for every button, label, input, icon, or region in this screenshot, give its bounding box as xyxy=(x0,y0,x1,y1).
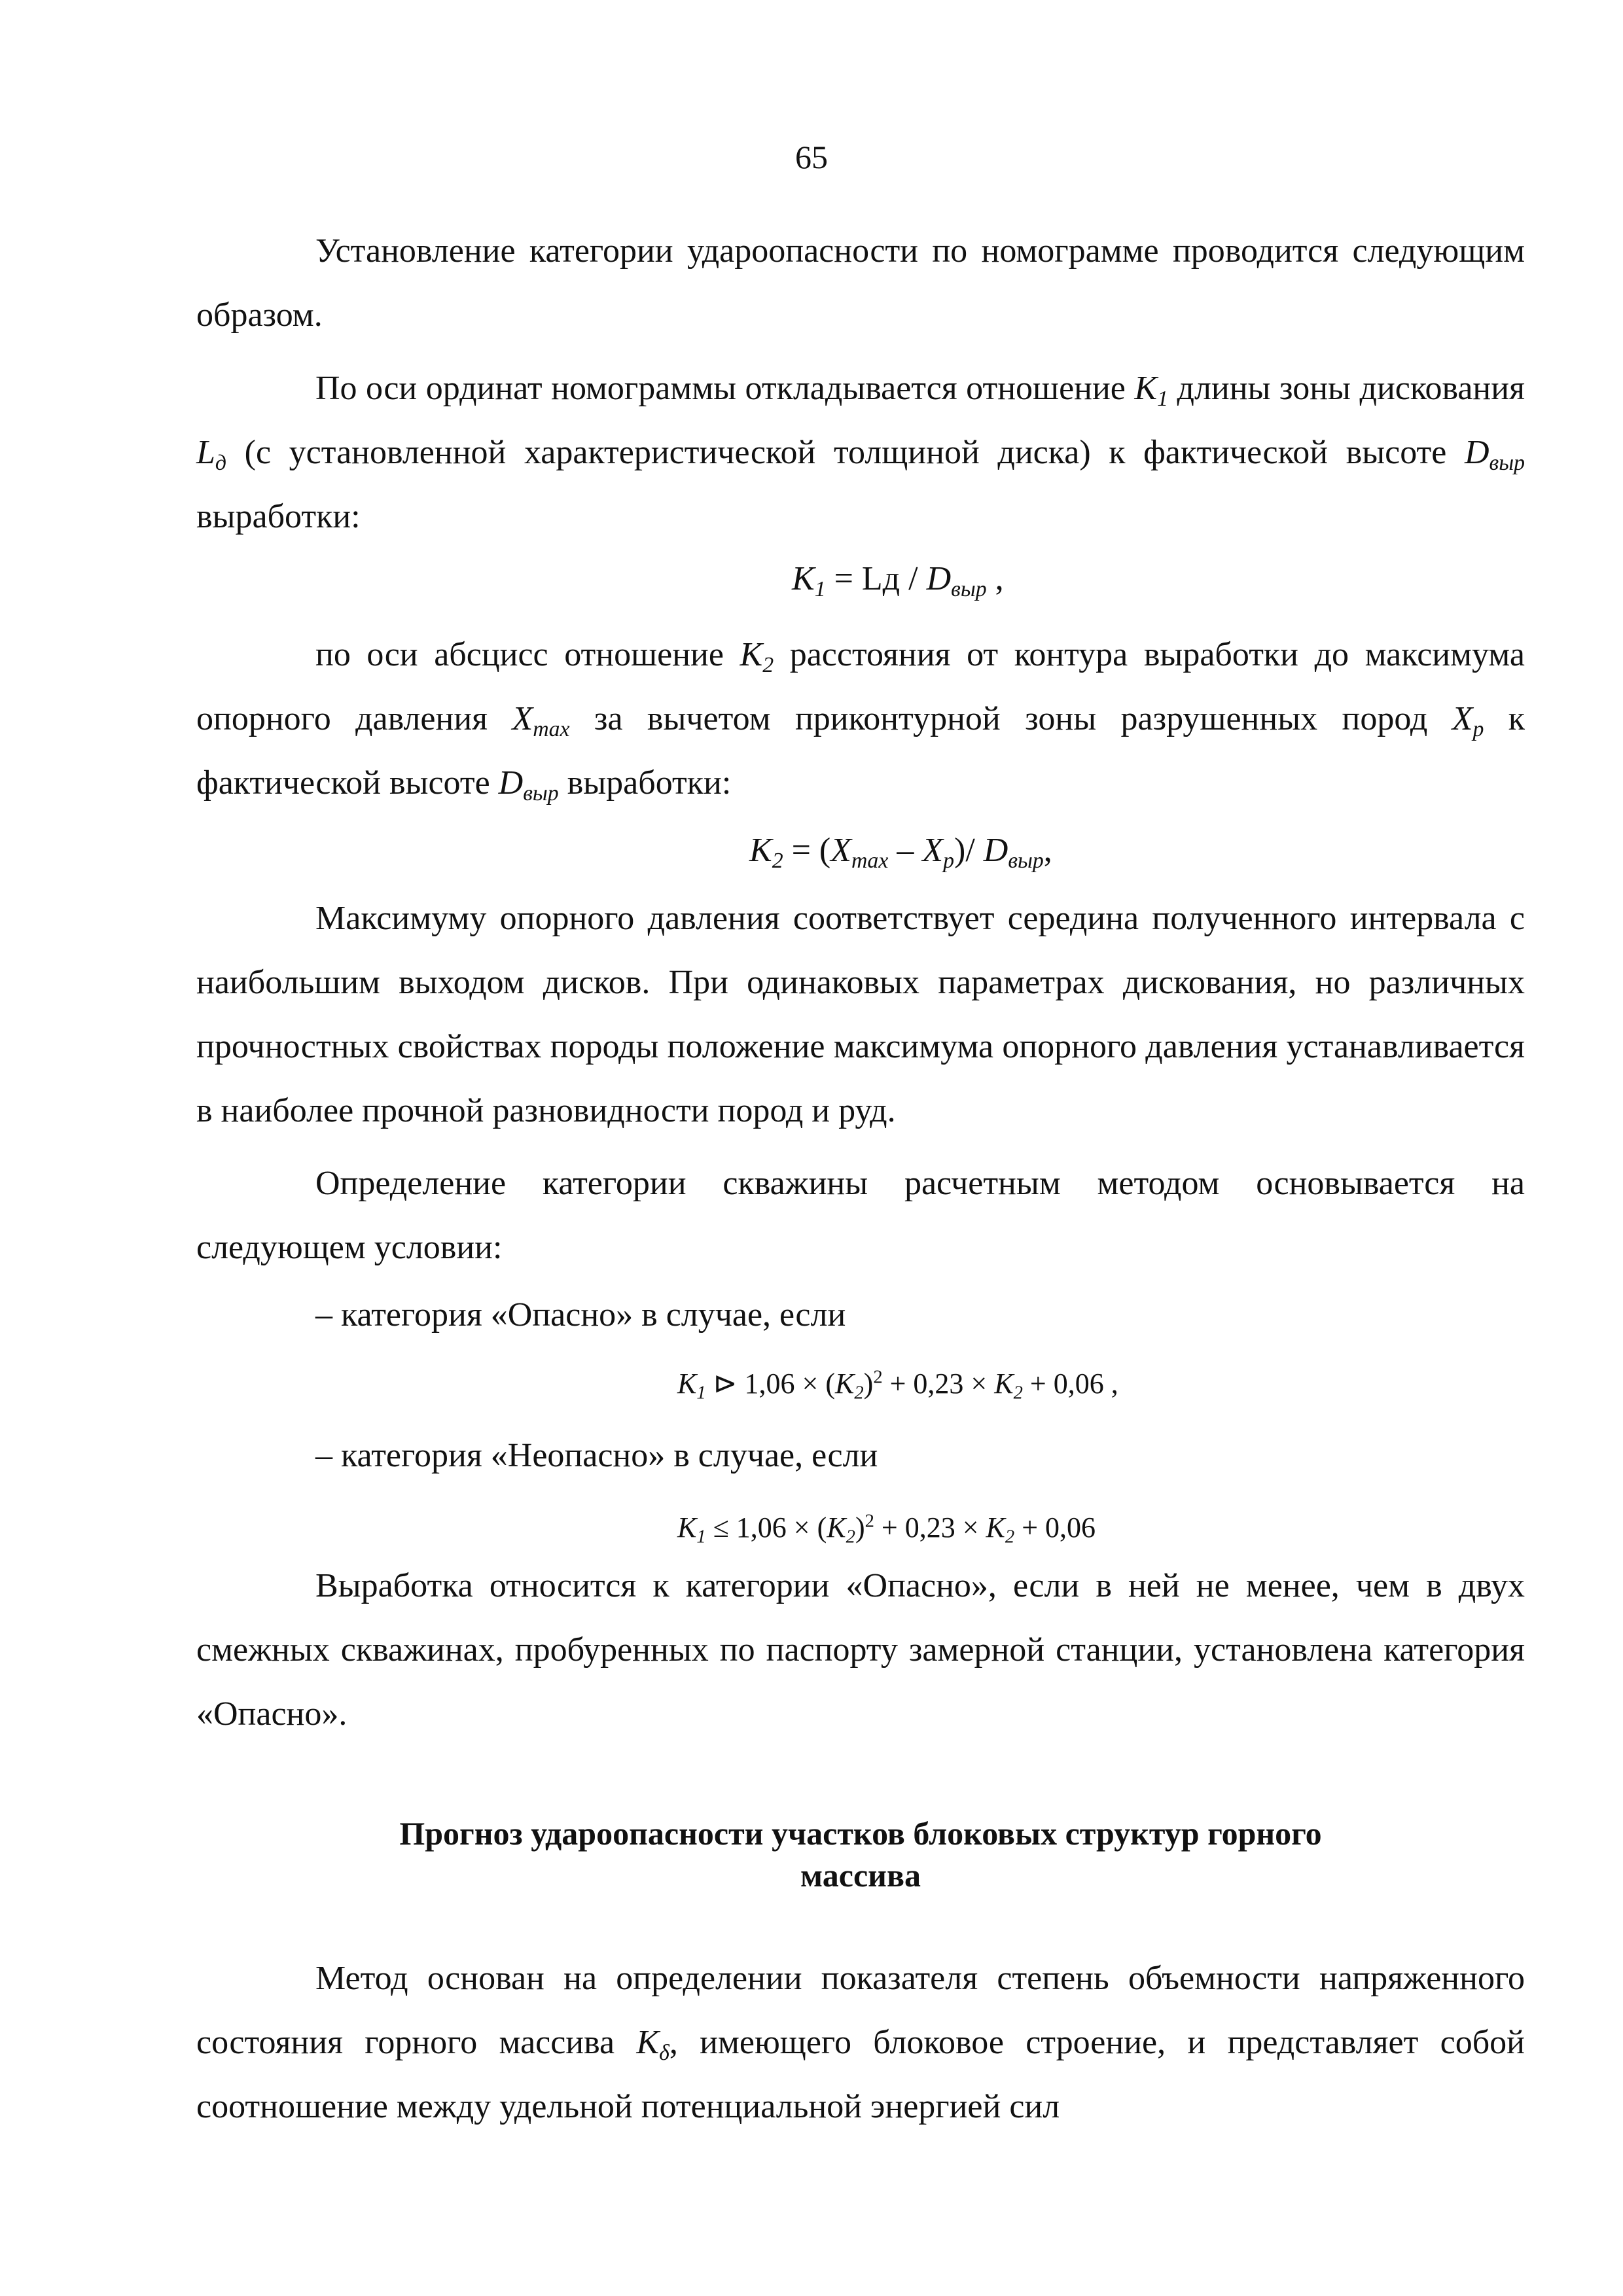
d-symbol: $D_{выр}$ xyxy=(1464,434,1525,476)
paragraph-2-text-c: (с установленной характеристической толщиной диска) к фактической высоте xyxy=(226,434,1465,471)
l-symbol: $L_д$ xyxy=(196,434,227,476)
paragraph-3: по оси абсцисс отношение $K_2$ расстояния от контура выработки до максимума опорного давления $X_{max}$ за вычетом приконтурной зоны разрушенных пород $X_p$ к фактической высоте $D_{выр}$ выработки: xyxy=(196,636,1525,806)
inequality-dangerous: $K_1$ ⊳ $1,06 \times (K_2)^2 + 0,23 \times K_2 + 0,06$ , xyxy=(677,1367,1118,1404)
condition-safe-label: – категория «Неопасно» в случае, если xyxy=(315,1437,878,1474)
condition-dangerous-label: – категория «Опасно» в случае, если xyxy=(315,1296,846,1333)
formula-k1: $K_1$ = Lд / $D_{выр}$ , xyxy=(792,560,1004,602)
paragraph-4: Максимуму опорного давления соответствует середина полученного интервала с наибольшим выходом дисков. При одинаковых параметрах дискования, но различных прочностных свойствах породы положение максимума опорного давления устанавливается в наиболее прочной разновидности пород и руд. xyxy=(196,900,1525,1129)
k-delta-symbol: $K_\delta$ xyxy=(636,2024,669,2066)
paragraph-5: Определение категории скважины расчетным методом основывается на следующем условии: xyxy=(196,1165,1525,1266)
paragraph-2-text-b: длины зоны дискования xyxy=(1168,370,1525,407)
paragraph-6: Выработка относится к категории «Опасно», если в ней не менее, чем в двух смежных скважинах, пробуренных по паспорту замерной станции, установлена категория «Опасно». xyxy=(196,1567,1525,1733)
section-heading-line-2: массива xyxy=(800,1857,921,1894)
paragraph-2-text-d: выработки: xyxy=(196,498,361,535)
k1-symbol: $K_1$ xyxy=(1134,370,1168,412)
d-symbol-2: $D_{выр}$ xyxy=(498,764,559,806)
paragraph-1 xyxy=(196,219,1525,347)
inequality-safe: $K_1 \le 1,06 \times (K_2)^2 + 0,23 \times K_2 + 0,06$ xyxy=(677,1511,1096,1547)
section-heading xyxy=(196,1812,1525,1896)
page-number: 65 xyxy=(795,139,828,175)
paragraph-1-text: Установление категории удароопасности по номограмме проводится следующим образом. xyxy=(196,232,1525,334)
paragraph-7: Метод основан на определении показателя степень объемности напряженного состояния горного массива $K_\delta$, имеющего блоковое строение, и представляет собой соотношение между удельной потенциальной энергией сил xyxy=(196,1960,1525,2125)
section-heading-line-1: Прогноз удароопасности участков блоковых структур горного xyxy=(399,1815,1322,1852)
k2-symbol: $K_2$ xyxy=(740,636,774,678)
paragraph-2-text-a: По оси ординат номограммы откладывается отношение xyxy=(315,370,1135,407)
formula-k2: $K_2 = (X_{max} - X_p)/$ $D_{выр}$, xyxy=(749,832,1052,874)
xmax-symbol: $X_{max}$ xyxy=(512,700,570,742)
paragraph-2 xyxy=(196,357,1525,549)
xp-symbol: $X_p$ xyxy=(1452,700,1484,742)
